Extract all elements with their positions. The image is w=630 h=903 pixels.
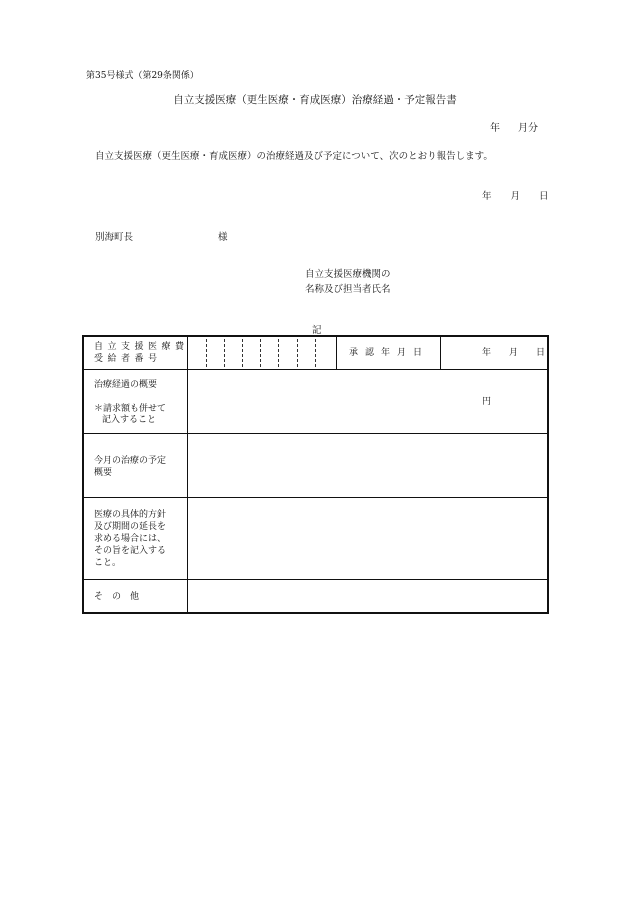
institution-line-1: 自立支援医療機関の [305,269,391,280]
progress-note-line-2: 記入すること [102,415,157,425]
digit-separator [315,339,316,367]
policy-label-line: こと。 [94,558,122,568]
policy-label-line: その旨を記入する [94,546,167,556]
report-date [482,188,549,202]
digit-separator [278,339,279,367]
row-divider [84,579,547,580]
institution-line-2: 名称及び担当者氏名 [305,284,391,295]
plan-label-line-1: 今月の治療の予定 [94,456,167,466]
yen-unit: 円 [482,397,492,407]
progress-label: 治療経過の概要 [94,380,158,390]
approval-month: 月 [509,348,519,358]
document-title: 自立支援医療（更生医療・育成医療）治療経過・予定報告書 [173,94,457,106]
approval-day: 日 [536,348,546,358]
plan-label-line-2: 概要 [94,468,113,478]
approval-date-divider [440,337,441,369]
date-year: 年 [482,191,492,202]
report-table [82,335,549,614]
period-month: 月分 [518,123,538,134]
intro-text: 自立支援医療（更生医療・育成医療）の治療経過及び予定について、次のとおり報告します。 [95,151,493,162]
label-column-divider [187,337,188,614]
period-year: 年 [490,123,500,134]
approval-date-value [482,347,545,359]
approval-date-label: 承認年月日 [349,348,430,358]
policy-label-line: 医療の具体的方針 [94,510,167,520]
approval-divider [336,337,337,369]
policy-label-line: 求める場合には、 [94,534,167,544]
institution-label [305,267,391,297]
policy-label [94,509,166,569]
policy-label-line: 及び期間の延長を [94,522,167,532]
report-period [490,119,538,134]
ki-label: 記 [312,325,322,336]
row-divider [84,497,547,498]
other-label: そ の 他 [94,592,140,602]
form-number: 第35号様式（第29条関係） [86,71,199,81]
date-month: 月 [510,191,521,202]
recipient-label-line-1: 自立支援医療費 [94,342,189,352]
date-day: 日 [539,191,549,202]
approval-year: 年 [482,348,492,358]
addressee-honorific: 様 [218,232,228,243]
digit-separator [260,339,261,367]
digit-separator [242,339,243,367]
row-divider [84,433,547,434]
recipient-label-line-2: 受給者番号 [94,354,162,364]
addressee-name: 別海町長 [95,232,134,243]
digit-separator [224,339,225,367]
digit-separator [297,339,298,367]
row-divider [84,369,547,370]
progress-note-line-1: ＊請求額も併せて [94,404,167,414]
digit-separator [206,339,207,367]
